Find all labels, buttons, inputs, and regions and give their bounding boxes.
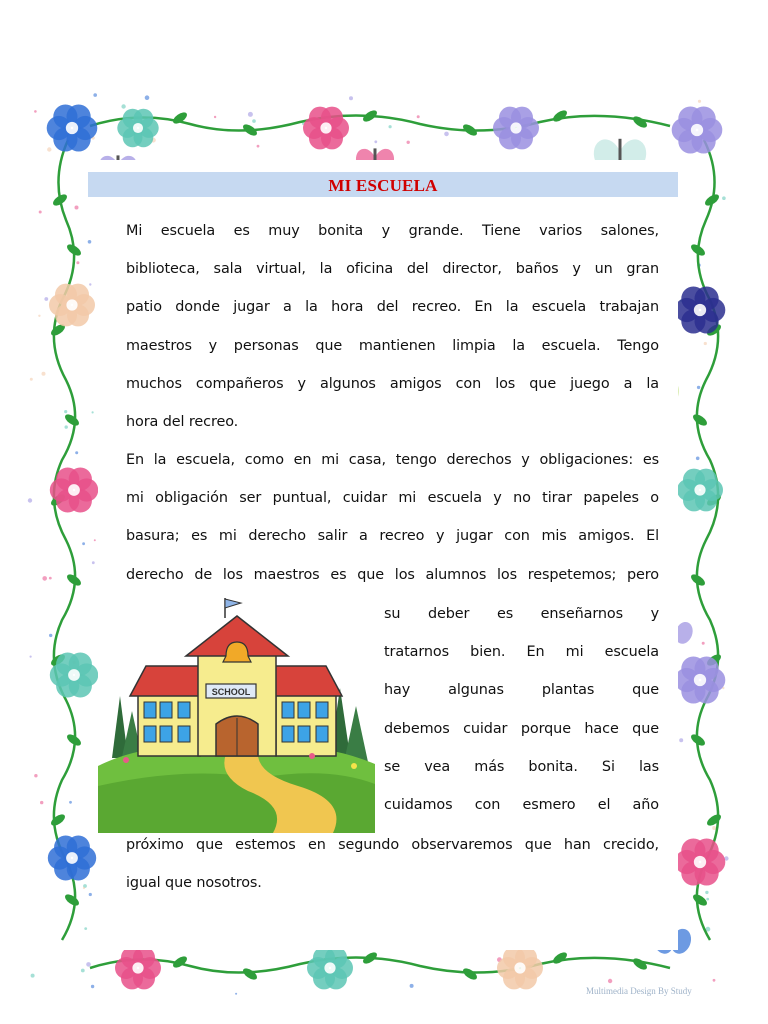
confetti-dot (89, 893, 92, 896)
flower-center (324, 962, 335, 973)
confetti-dot (49, 634, 52, 637)
text-line: próximo que estemos en segundo observaremos que han crecido, (126, 837, 659, 853)
paragraph-beside-illustration (384, 595, 659, 824)
confetti-dot (69, 801, 72, 804)
confetti-dot (34, 774, 37, 777)
confetti-dot (82, 542, 85, 545)
confetti-dot (712, 826, 716, 830)
flower-center (68, 669, 80, 681)
flower-center (66, 122, 78, 134)
confetti-dot (38, 315, 40, 317)
confetti-dot (86, 962, 91, 967)
confetti-dot (81, 969, 85, 973)
confetti-dot (44, 297, 48, 301)
text-line: En la escuela, como en mi casa, tengo derechos y obligaciones: es (126, 452, 659, 468)
confetti-dot (75, 206, 79, 210)
text-line: su deber es enseñarnos y (384, 606, 659, 622)
confetti-dot (417, 115, 420, 118)
flower-center (133, 123, 143, 133)
flower-center (510, 122, 521, 133)
flower-center (514, 962, 525, 973)
confetti-dot (89, 283, 91, 285)
text-line: muchos compañeros y algunos amigos con los que juego a la (126, 375, 659, 392)
confetti-dot (28, 498, 32, 502)
confetti-dot (30, 656, 32, 658)
flower-center (694, 304, 706, 316)
paragraph-school-description (126, 212, 659, 441)
leaf (461, 966, 479, 982)
leaf (49, 812, 67, 828)
confetti-dot (42, 372, 46, 376)
watermark: Multimedia Design By Study (586, 986, 692, 996)
confetti-dot (252, 119, 256, 123)
confetti-dot (65, 425, 68, 428)
confetti-dot (84, 927, 87, 930)
confetti-dot (121, 104, 125, 108)
confetti-dot (92, 411, 94, 413)
text-line: basura; es mi derecho salir a recreo y jugar con mis amigos. El (126, 528, 659, 545)
leaf (705, 812, 723, 828)
confetti-dot (679, 738, 683, 742)
leaf (63, 892, 81, 908)
confetti-dot (696, 457, 700, 461)
paragraph-closing (126, 826, 659, 902)
confetti-dot (42, 576, 47, 581)
confetti-dot (88, 240, 92, 244)
text-line: patio donde jugar a la hora del recreo. En la escuela trabajan (126, 299, 659, 316)
leaf (691, 412, 709, 428)
text-line: igual que nosotros. (126, 875, 262, 892)
confetti-dot (410, 984, 414, 988)
confetti-dot (608, 979, 612, 983)
flower-center (66, 299, 77, 310)
leaf (551, 950, 569, 966)
confetti-dot (83, 887, 85, 889)
confetti-dot (235, 993, 237, 995)
flower-center (132, 962, 143, 973)
flower-center (694, 674, 706, 686)
text-line: mi obligación ser puntual, cuidar mi escuela y no tirar papeles o (126, 490, 659, 507)
confetti-dot (713, 979, 716, 982)
confetti-dot (214, 116, 216, 118)
confetti-dot (92, 561, 95, 564)
confetti-dot (30, 378, 33, 381)
confetti-dot (697, 386, 700, 389)
confetti-dot (49, 577, 52, 580)
page-title: MI ESCUELA (328, 176, 438, 195)
text-line: debemos cuidar porque hace que (384, 720, 659, 737)
text-line: tratarnos bien. En mi escuela (384, 644, 659, 661)
text-line: hora del recreo. (126, 414, 239, 431)
confetti-dot (39, 211, 42, 214)
confetti-dot (706, 898, 709, 901)
confetti-dot (47, 147, 51, 151)
confetti-dot (349, 96, 353, 100)
text-line: se vea más bonita. Si las (384, 758, 659, 775)
confetti-dot (34, 110, 37, 113)
text-line: cuidamos con esmero el año (384, 797, 659, 814)
leaf (691, 892, 709, 908)
text-line: Mi escuela es muy bonita y grande. Tiene varios salones, (126, 223, 659, 239)
paragraph-rights-duties (126, 441, 659, 594)
school-illustration (98, 596, 375, 833)
confetti-dot (94, 539, 96, 541)
confetti-dot (704, 342, 707, 345)
flower-center (691, 124, 703, 136)
text-line: biblioteca, sala virtual, la oficina del director, baños y un gran (126, 261, 659, 278)
title-bar (88, 172, 678, 197)
confetti-dot (75, 451, 78, 454)
confetti-dot (76, 261, 79, 264)
confetti-dot (722, 196, 726, 200)
confetti-dot (702, 642, 705, 645)
leaf (241, 966, 259, 982)
confetti-dot (31, 974, 35, 978)
text-line: maestros y personas que mantienen limpia la escuela. Tengo (126, 337, 659, 354)
flower-center (694, 484, 705, 495)
text-line: derecho de los maestros es que los alumnos los respetemos; pero (126, 566, 659, 583)
flower-center (320, 122, 331, 133)
confetti-dot (257, 145, 260, 148)
confetti-dot (248, 112, 253, 117)
school-sign: SCHOOL (211, 687, 251, 697)
confetti-dot (374, 140, 377, 143)
flower-center (68, 484, 80, 496)
confetti-dot (40, 801, 43, 804)
confetti-dot (389, 125, 392, 128)
confetti-dot (93, 93, 97, 97)
flower-center (694, 856, 706, 868)
confetti-dot (91, 985, 94, 988)
confetti-dot (145, 95, 150, 100)
confetti-dot (698, 100, 701, 103)
leaf (551, 108, 569, 124)
flower-center (66, 852, 78, 864)
confetti-dot (705, 891, 708, 894)
confetti-dot (407, 141, 410, 144)
confetti-dot (444, 132, 449, 137)
confetti-dot (64, 410, 67, 413)
text-line: hay algunas plantas que (384, 682, 659, 699)
